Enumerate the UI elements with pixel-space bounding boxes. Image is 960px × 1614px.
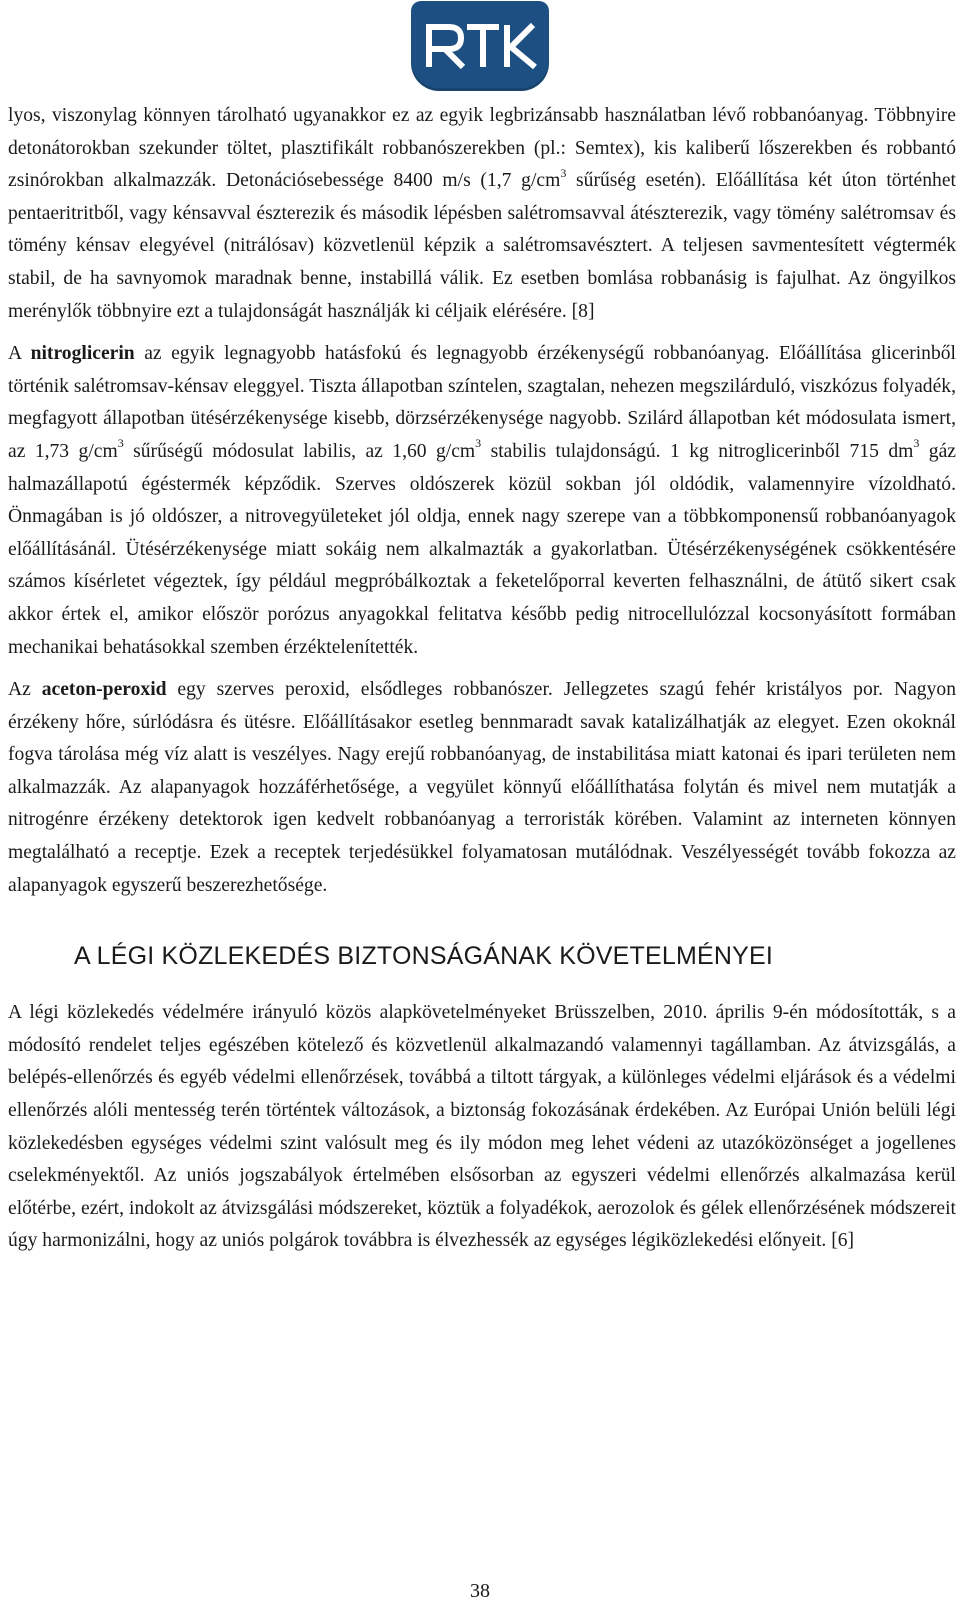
text-run: Az (8, 679, 42, 701)
superscript: 3 (117, 436, 124, 451)
paragraph-acetone-peroxide (8, 674, 956, 902)
document-body (8, 100, 956, 1268)
header (0, 0, 960, 96)
term-acetone-peroxide: aceton-peroxid (41, 679, 167, 701)
text-run: stabilis tulajdonságú. 1 kg nitroglicerinből 715 dm (481, 440, 914, 462)
paragraph-nitroglycerin (8, 338, 956, 664)
text-run: egy szerves peroxid, elsődleges robbanószer. Jellegzetes szagú fehér kristályos por. Nagyon érzékeny hőre, súrlódásra és ütésre. Előállításakor esetleg bennmaradt savak katalizálhatják az elegyet. Ezen okoknál fogva tárolása még víz alatt is veszélyes. Nagy erejű robbanóanyag, de instabilitása miatt katonai és ipari területen nem alkalmazzák. Az alapanyagok hozzáférhetősége, a vegyület könnyű előállíthatása folytán és mivel nem mutatják a nitrogénre érzékeny detektorok igen kedvelt robbanóanyag a terroristák körében. Valamint az interneten könnyen megtalálható a receptje. Ezek a receptek terjedésükkel folyamatosan mutálódnak. Veszélyességét tovább fokozza az alapanyagok egyszerű beszerezhetősége. (8, 679, 956, 896)
section-heading: A LÉGI KÖZLEKEDÉS BIZTONSÁGÁNAK KÖVETELMÉNYEI (74, 942, 774, 971)
superscript: 3 (913, 436, 920, 451)
rtk-logo (411, 1, 549, 91)
paragraph-petn (8, 100, 956, 328)
text-run: A (8, 343, 31, 365)
page-number: 38 (470, 1580, 490, 1602)
superscript: 3 (560, 165, 567, 180)
text-run: lyos, viszonylag könnyen tárolható ugyanakkor ez az egyik legbrizánsabb használatban lévő robbanóanyag. Többnyire detonátorokban szekunder töltet, plasztifikált robbanószerekben (pl.: Semtex), kis kaliberű lőszerekben és robbantó zsinórokban alkalmazzák. Detonációsebessége 8400 m/s (1,7 g/cm (8, 105, 956, 192)
text-run: az egyik legnagyobb hatásfokú és legnagyobb érzékenységű robbanóanyag. Előállítása glicerinből történik salétromsav-kénsav eleggyel. Tiszta állapotban színtelen, szagtalan, nehezen megszilárduló, viszkózus folyadék, megfagyott állapotban ütésérzékenysége kisebb, dörzsérzékenysége nagyobb. Szilárd állapotban két módosulata ismert, az 1,73 g/cm (8, 343, 957, 462)
text-run: gáz halmazállapotú égéstermék képződik. Szerves oldószerek közül sokban jól oldódik, valamennyire vízoldható. Önmagában is jó oldószer, a nitrovegyületeket jól oldja, ennek nagy szerepe van a többkomponensű robbanóanyagok előállításánál. Ütésérzékenysége miatt sokáig nem alkalmazták a gyakorlatban. Ütésérzékenységének csökkentésére számos kísérletet végeztek, így például megpróbálkoztak a feketelőporral keverten felhasználni, de átütő sikert csak akkor értek el, amikor először porózus anyagokkal felitatva később pedig nitrocellulózzal kocsonyásított formában mechanikai behatásokkal szemben érzéktelenítették. (8, 440, 956, 658)
superscript: 3 (475, 436, 482, 451)
rtk-logo-mark (411, 1, 549, 91)
text-run: sűrűség esetén). Előállítása két úton történhet pentaeritritből, vagy kénsavval észterezik és második lépésben salétromsavval átészterezik, vagy tömény salétromsav és tömény kénsav elegyével (nitrálósav) közvetlenül képzik a salétromsavésztert. A teljesen savmentesített végtermék stabil, de ha savnyomok maradnak benne, instabillá válik. Ez esetben bomlása robbanásig is fajulhat. Az öngyilkos merénylők többnyire ezt a tulajdonságát használják ki céljaik elérésére. [8] (8, 170, 956, 322)
paragraph-aviation-security: A légi közlekedés védelmére irányuló közös alapkövetelményeket Brüsszelben, 2010. április 9-én módosították, s a módosító rendelet teljes egészében kötelező és közvetlenül alkalmazandó valamennyi tagállamban. Az átvizsgálás, a belépés-ellenőrzés és egyéb védelmi ellenőrzések, továbbá a tiltott tárgyak, a különleges védelmi eljárások és a védelmi ellenőrzés alóli mentesség terén történtek változások, a biztonság fokozásának érdekében. Az Európai Unión belüli légi közlekedésben egységes védelmi szint valósult meg és ily módon meg lehet védeni az utazóközönséget a jogellenes cselekményektől. Az uniós jogszabályok értelmében elsősorban az egyszeri védelmi ellenőrzés alkalmazása kerül előtérbe, ezért, indokolt az átvizsgálási módszereket, köztük a folyadékok, aerozolok és gélek ellenőrzésének módszereit úgy harmonizálni, hogy az uniós polgárok továbbra is élvezhessék az egységes légiközlekedési előnyeit. [6] (8, 1002, 956, 1252)
term-nitroglycerin: nitroglicerin (30, 343, 135, 365)
text-run: sűrűségű módosulat labilis, az 1,60 g/cm (123, 440, 476, 462)
